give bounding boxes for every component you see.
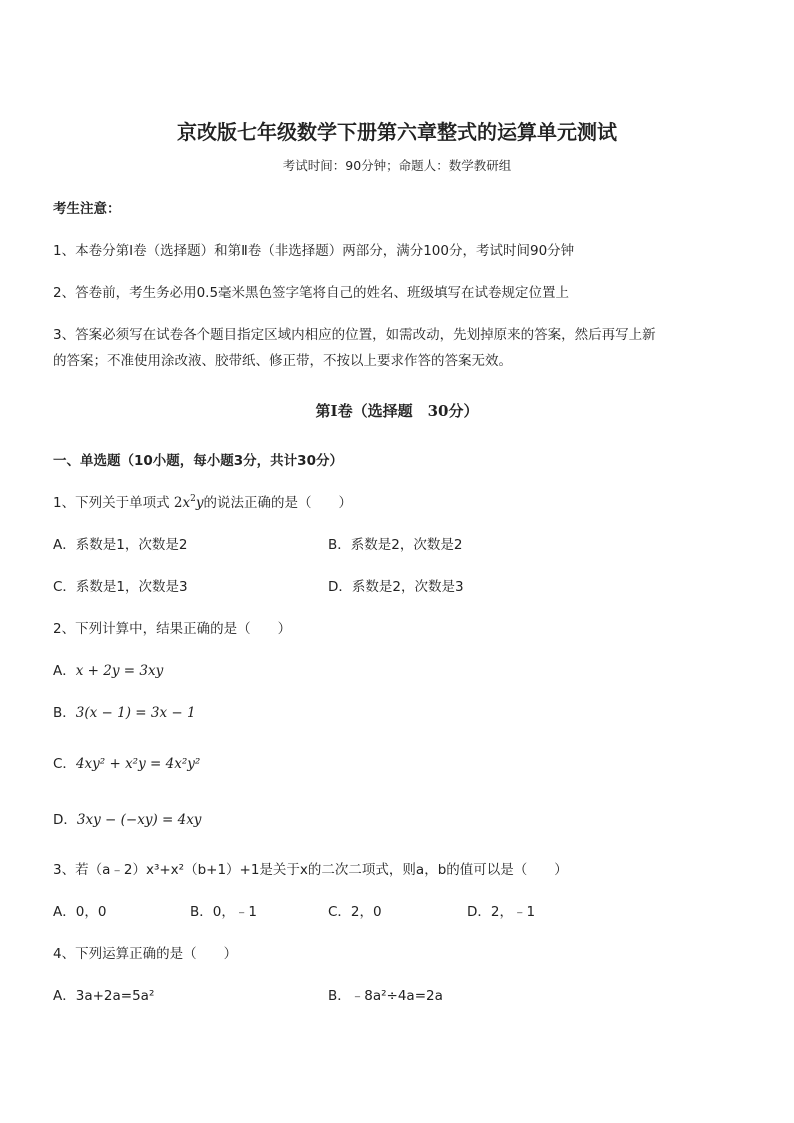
option-label: C． (53, 756, 76, 772)
notice-item-2: 2、答卷前，考生务必用0.5毫米黑色签字笔将自己的姓名、班级填写在试卷规定位置上 (53, 285, 570, 301)
question-3-stem: 3、若（a﹣2）x³+x²（b+1）+1是关于x的二次二项式，则a，b的值可以是（ ） (53, 862, 568, 878)
question-4-option-b[interactable]: B．﹣8a²÷4a=2a (328, 988, 443, 1004)
exam-subtitle: 考试时间：90分钟；命题人：数学教研组 (282, 158, 512, 173)
question-1-option-a[interactable]: A．系数是1，次数是2 (53, 537, 188, 553)
section-heading: 一、单选题（10小题，每小题3分，共计30分） (53, 453, 343, 469)
question-1-suffix: 的说法正确的是（ ） (203, 495, 352, 511)
monomial-coefficient: 2 (173, 495, 183, 511)
question-3-option-b[interactable]: B．0，﹣1 (190, 904, 257, 920)
question-1-option-b[interactable]: B．系数是2，次数是2 (328, 537, 463, 553)
notice-item-1: 1、本卷分第Ⅰ卷（选择题）和第Ⅱ卷（非选择题）两部分，满分100分，考试时间90分钟 (53, 243, 575, 259)
question-1-prefix: 1、下列关于单项式 (53, 495, 170, 511)
notice-heading: 考生注意： (53, 201, 121, 217)
question-4-option-a[interactable]: A．3a+2a=5a² (53, 988, 155, 1004)
part1-title: 第Ⅰ卷（选择题 30分） (315, 402, 479, 420)
monomial-exponent: 2 (190, 494, 196, 504)
option-expression: 4xy² + x²y = 4x²y² (75, 756, 201, 772)
question-3-option-a[interactable]: A．0，0 (53, 904, 107, 920)
question-2-option-a[interactable] (53, 662, 163, 680)
option-expression: x + 2y = 3xy (75, 663, 164, 679)
question-2-stem: 2、下列计算中，结果正确的是（ ） (53, 621, 292, 637)
monomial-var-y: y (195, 495, 204, 511)
question-1-stem (53, 494, 352, 512)
question-2-option-d[interactable] (53, 811, 201, 829)
question-1-option-d[interactable]: D．系数是2，次数是3 (328, 579, 464, 595)
monomial-var-x: x (182, 495, 191, 511)
question-1-option-c[interactable]: C．系数是1，次数是3 (53, 579, 188, 595)
option-label: D． (53, 812, 77, 828)
question-3-option-d[interactable]: D．2，﹣1 (467, 904, 536, 920)
notice-item-3: 3、答案必须写在试卷各个题目指定区域内相应的位置，如需改动，先划掉原来的答案，然后再写上新 (53, 327, 656, 343)
notice-item-3-continued: 的答案；不准使用涂改液、胶带纸、修正带，不按以上要求作答的答案无效。 (53, 353, 512, 369)
option-label: A． (53, 663, 76, 679)
exam-title: 京改版七年级数学下册第六章整式的运算单元测试 (177, 120, 617, 144)
question-3-option-c[interactable]: C．2，0 (328, 904, 382, 920)
option-expression: 3xy − (−xy) = 4xy (76, 812, 202, 828)
option-label: B． (53, 705, 76, 721)
question-4-stem: 4、下列运算正确的是（ ） (53, 946, 238, 962)
question-2-option-c[interactable] (53, 755, 200, 773)
question-2-option-b[interactable] (53, 704, 196, 722)
option-expression: 3(x − 1) = 3x − 1 (75, 705, 196, 721)
